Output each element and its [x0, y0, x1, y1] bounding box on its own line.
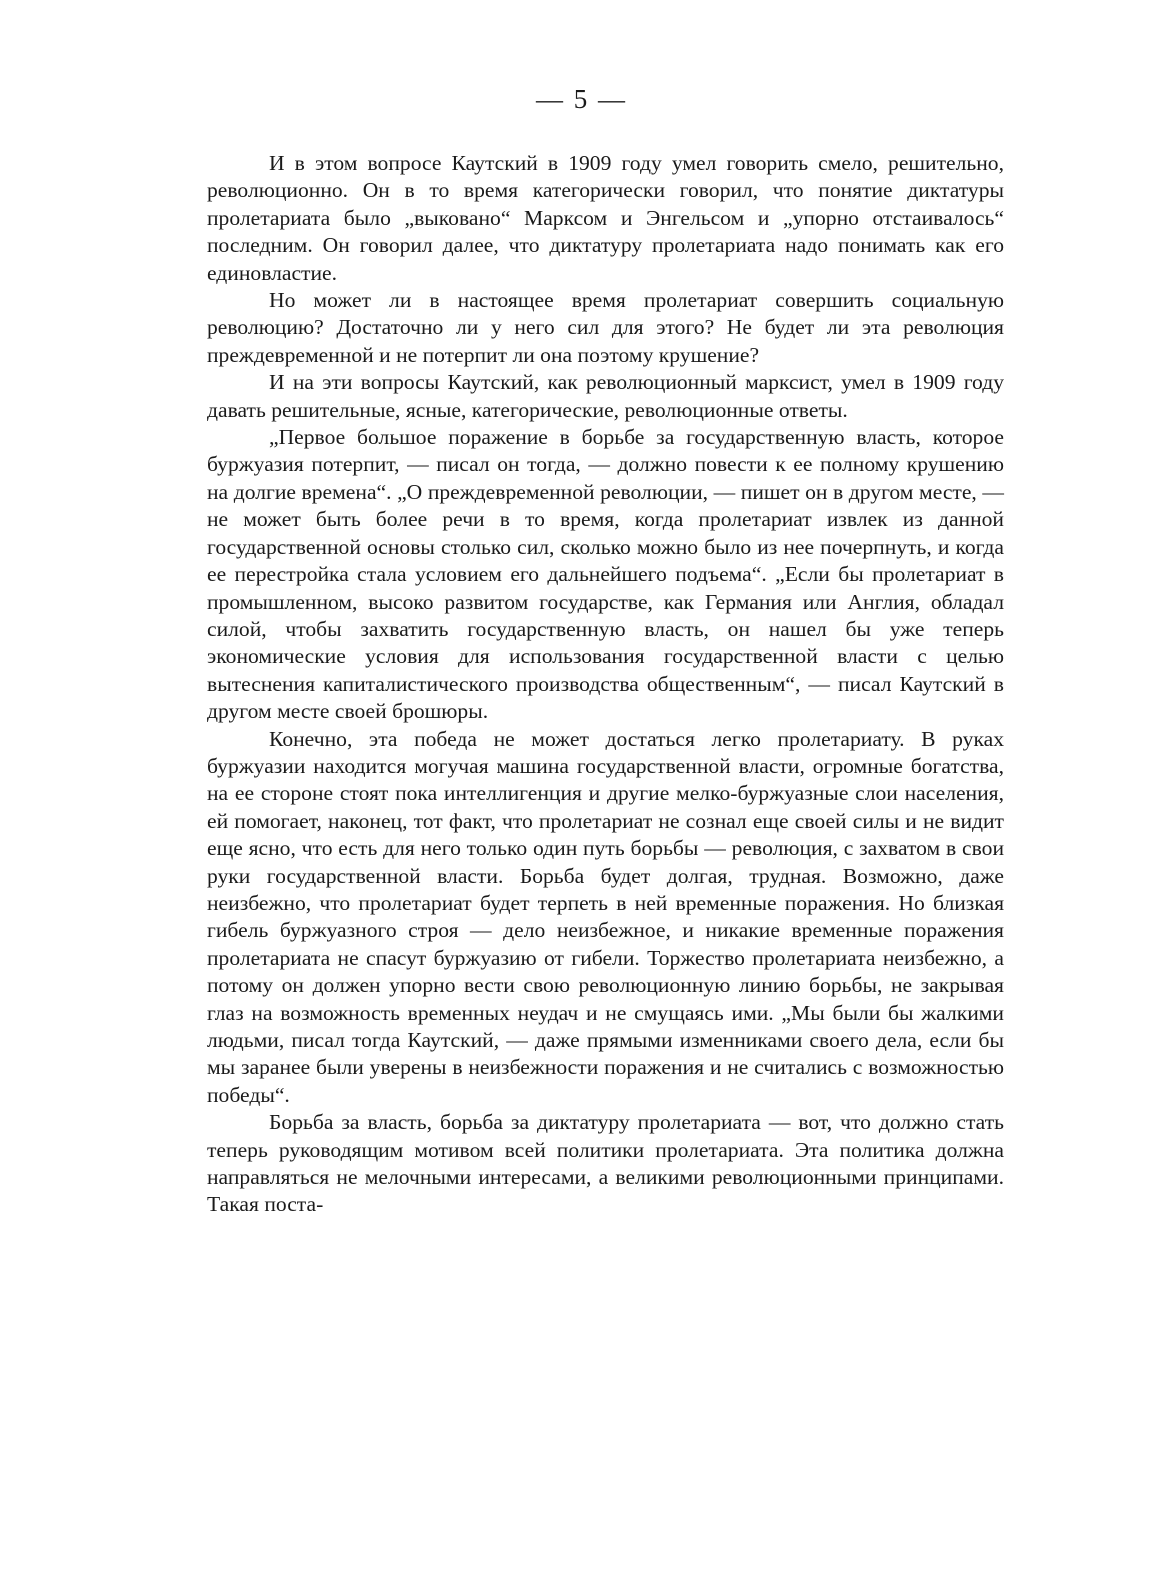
- paragraph: И на эти вопросы Каутский, как революционный марксист, умел в 1909 году давать решительные, ясные, категорические, революционные ответы.: [207, 370, 1004, 422]
- paragraph: Но может ли в настоящее время пролетариат совершить социальную революцию? Достаточно ли у него сил для этого? Не будет ли эта революция преждевременной и не потерпит ли она поэтому крушение?: [207, 288, 1004, 367]
- paragraph: „Первое большое поражение в борьбе за государственную власть, которое буржуазия потерпит, — писал он тогда, — должно повести к ее полному крушению на долгие времена“. „О преждевременной революции, — пишет он в другом месте, — не может быть более речи в то время, когда пролетариат извлек из данной государственной основы столько сил, сколько можно было из нее почерпнуть, и когда ее перестройка стала условием его дальнейшего подъема“. „Если бы пролетариат в промышленном, высоко развитом государстве, как Германия или Англия, обладал силой, чтобы захватить государственную власть, он нашел бы уже теперь экономические условия для использования государственной власти с целью вытеснения капиталистического производства общественным“, — писал Каутский в другом месте своей брошюры.: [207, 425, 1004, 724]
- paragraph: Борьба за власть, борьба за диктатуру пролетариата — вот, что должно стать теперь руководящим мотивом всей политики пролетариата. Эта политика должна направляться не мелочными интересами, а великими революционными принципами. Такая поста-: [207, 1110, 1004, 1217]
- paragraph: И в этом вопросе Каутский в 1909 году умел говорить смело, решительно, революционно. Он в то время категорически говорил, что понятие диктатуры пролетариата было „выковано“ Марксом и Энгельсом и „упорно отстаивалось“ последним. Он говорил далее, что диктатуру пролетариата надо понимать как его единовластие.: [207, 151, 1004, 285]
- page-number: — 5 —: [536, 84, 627, 114]
- paragraph: Конечно, эта победа не может достаться легко пролетариату. В руках буржуазии находится могучая машина государственной власти, огромные богатства, на ее стороне стоят пока интеллигенция и другие мелко-буржуазные слои населения, ей помогает, наконец, тот факт, что пролетариат не сознал еще своей силы и не видит еще ясно, что есть для него только один путь борьбы — революция, с захватом в свои руки государственной власти. Борьба будет долгая, трудная. Возможно, даже неизбежно, что пролетариат будет терпеть в ней временные поражения. Но близкая гибель буржуазного строя — дело неизбежное, и никакие временные поражения пролетариата не спасут буржуазию от гибели. Торжество пролетариата неизбежно, а потому он должен упорно вести свою революционную линию борьбы, не закрывая глаз на возможность временных неудач и не смущаясь ими. „Мы были бы жалкими людьми, писал тогда Каутский, — даже прямыми изменниками своего дела, если бы мы заранее были уверены в неизбежности поражения и не считались с возможностью победы“.: [207, 726, 1004, 1107]
- body-text: [207, 150, 1004, 1219]
